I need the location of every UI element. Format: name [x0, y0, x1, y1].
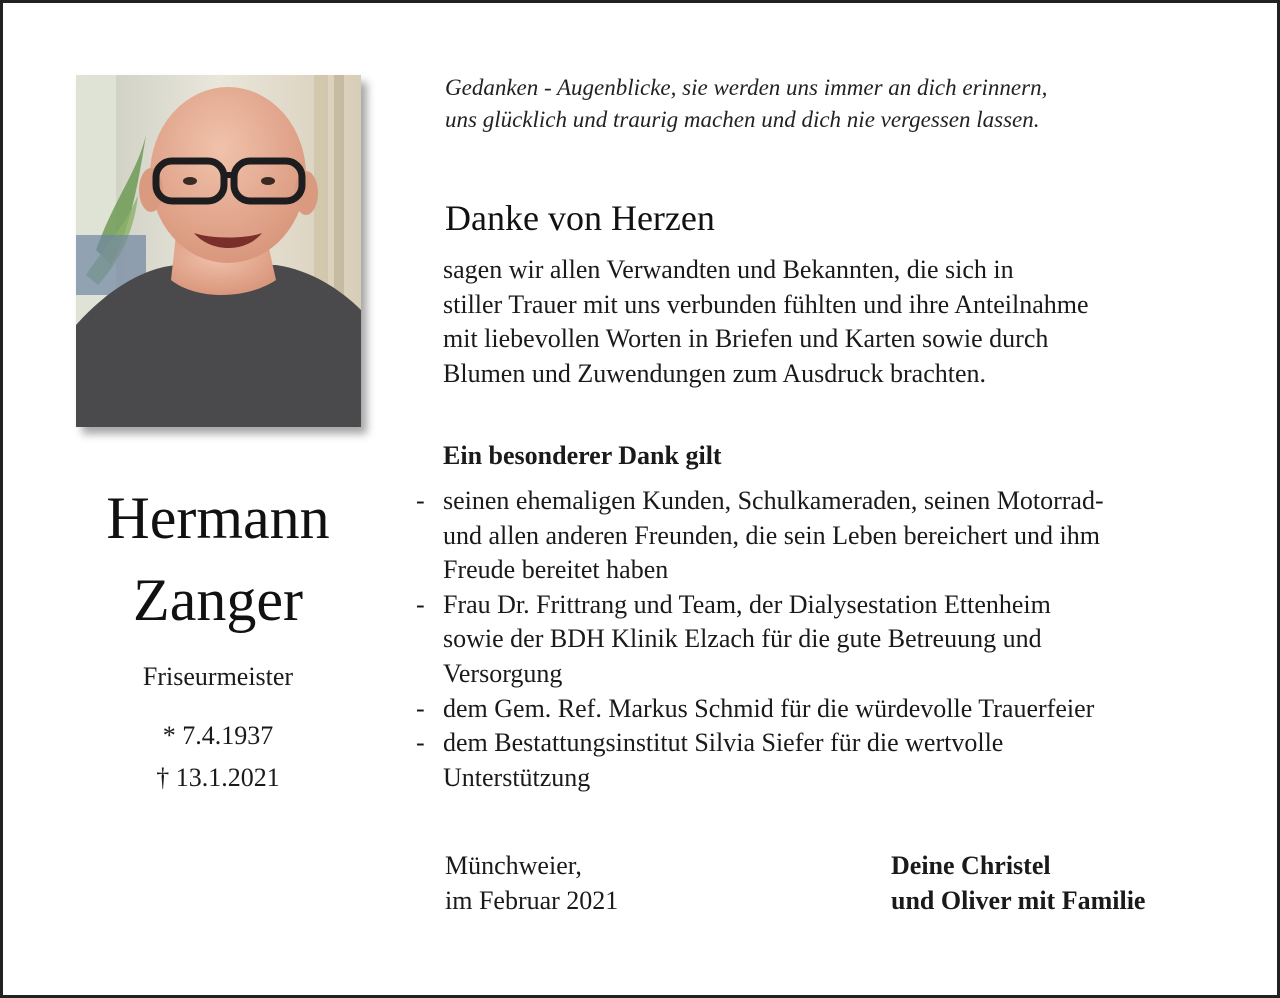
date-line: im Februar 2021	[445, 886, 619, 915]
dash-bullet: -	[416, 486, 425, 515]
dash-bullet: -	[416, 728, 425, 758]
special-thanks-heading: Ein besonderer Dank gilt	[443, 441, 722, 470]
paragraph-line: stiller Trauer mit uns verbunden fühlten und ihre Anteilnahme	[443, 289, 1089, 319]
list-item-line: seinen ehemaligen Kunden, Schulkameraden, seinen Motorrad-	[443, 486, 1104, 515]
paragraph-line: sagen wir allen Verwandten und Bekannten, die sich in	[443, 255, 1014, 284]
paragraph-line: mit liebevollen Worten in Briefen und Karten sowie durch	[443, 324, 1049, 353]
thanks-paragraph	[443, 253, 1243, 391]
signature	[891, 848, 1145, 918]
list-item-line: Freude bereitet haben	[443, 555, 669, 585]
list-item	[413, 692, 1253, 727]
signature-line: Deine Christel	[891, 851, 1051, 880]
list-item-line: dem Gem. Ref. Markus Schmid für die würdevolle Trauerfeier	[443, 693, 1095, 723]
death-date: † 13.1.2021	[156, 763, 280, 792]
deceased-last-name: Zanger	[133, 567, 303, 633]
place-line: Münchweier,	[445, 851, 582, 880]
portrait-photo	[76, 75, 361, 427]
list-item-line: und allen anderen Freunden, die sein Leben bereichert und ihm	[443, 520, 1100, 550]
list-item-line: Unterstützung	[443, 762, 591, 792]
quote-line: uns glücklich und traurig machen und dich nie vergessen lassen.	[445, 107, 1040, 132]
dash-bullet: -	[416, 693, 425, 723]
list-item-line: sowie der BDH Klinik Elzach für die gute Betreuung und	[443, 624, 1042, 654]
birth-date: * 7.4.1937	[162, 721, 274, 750]
deceased-first-name: Hermann	[106, 485, 330, 551]
list-item	[413, 484, 1253, 588]
deceased-profession: Friseurmeister	[142, 662, 294, 691]
list-item-line: dem Bestattungsinstitut Silvia Siefer für die wertvolle	[443, 728, 1004, 758]
quote-line: Gedanken - Augenblicke, sie werden uns immer an dich erinnern,	[445, 75, 1048, 100]
list-item-line: Versorgung	[443, 658, 563, 688]
list-item	[413, 726, 1253, 795]
place-date	[445, 848, 618, 918]
list-item	[413, 588, 1253, 692]
paragraph-line: Blumen und Zuwendungen zum Ausdruck brachten.	[443, 358, 986, 388]
special-thanks-list	[413, 484, 1253, 795]
memorial-quote	[445, 72, 1245, 136]
signature-line: und Oliver mit Familie	[891, 886, 1146, 915]
thanks-heading: Danke von Herzen	[445, 198, 715, 238]
portrait-illustration	[76, 75, 361, 427]
dash-bullet: -	[416, 589, 425, 619]
list-item-line: Frau Dr. Frittrang und Team, der Dialysestation Ettenheim	[443, 589, 1051, 619]
